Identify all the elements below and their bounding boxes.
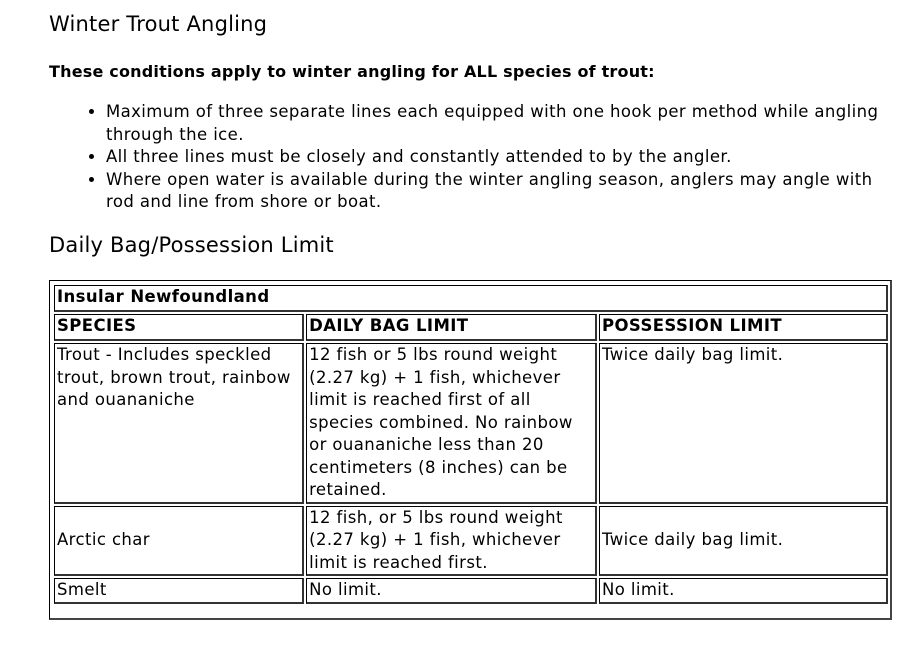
possession-limit-cell: No limit.: [599, 578, 888, 604]
species-cell: Trout - Includes speckled trout, brown trout, rainbow and ouananiche: [54, 343, 304, 504]
list-item: • Where open water is available during the winter angling season, anglers may angle with rod and line from shore or boat.: [106, 169, 900, 214]
limits-table: [52, 283, 890, 606]
daily-limit-cell: 12 fish or 5 lbs round weight (2.27 kg) + 1 fish, whichever limit is reached first of all species combined. No rainbow or ouananiche less than 20 centimeters (8 inches) can be retained.: [306, 343, 597, 504]
table-header-row: [54, 314, 888, 341]
daily-limit-cell: No limit.: [306, 578, 597, 604]
list-item: • All three lines must be closely and constantly attended to by the angler.: [106, 146, 900, 169]
region-cell: Insular Newfoundland: [54, 285, 888, 312]
table-row: [54, 506, 888, 577]
intro-text: These conditions apply to winter angling for ALL species of trout:: [49, 62, 655, 81]
header-species: SPECIES: [54, 314, 304, 341]
species-cell: Smelt: [54, 578, 304, 604]
possession-limit-cell: Twice daily bag limit.: [599, 343, 888, 504]
table-region-row: [54, 285, 888, 312]
species-cell: Arctic char: [54, 506, 304, 577]
header-possession-limit: POSSESSION LIMIT: [599, 314, 888, 341]
limits-table-frame: [49, 280, 892, 620]
section-title: Daily Bag/Possession Limit: [49, 233, 334, 257]
daily-limit-cell: 12 fish, or 5 lbs round weight (2.27 kg) + 1 fish, whichever limit is reached first.: [306, 506, 597, 577]
list-item: • Maximum of three separate lines each equipped with one hook per method while angling through the ice.: [106, 101, 900, 146]
table-row: [54, 578, 888, 604]
page-title: Winter Trout Angling: [49, 12, 268, 36]
table-row: [54, 343, 888, 504]
conditions-list: [87, 101, 900, 214]
possession-limit-cell: Twice daily bag limit.: [599, 506, 888, 577]
header-daily-bag-limit: DAILY BAG LIMIT: [306, 314, 597, 341]
